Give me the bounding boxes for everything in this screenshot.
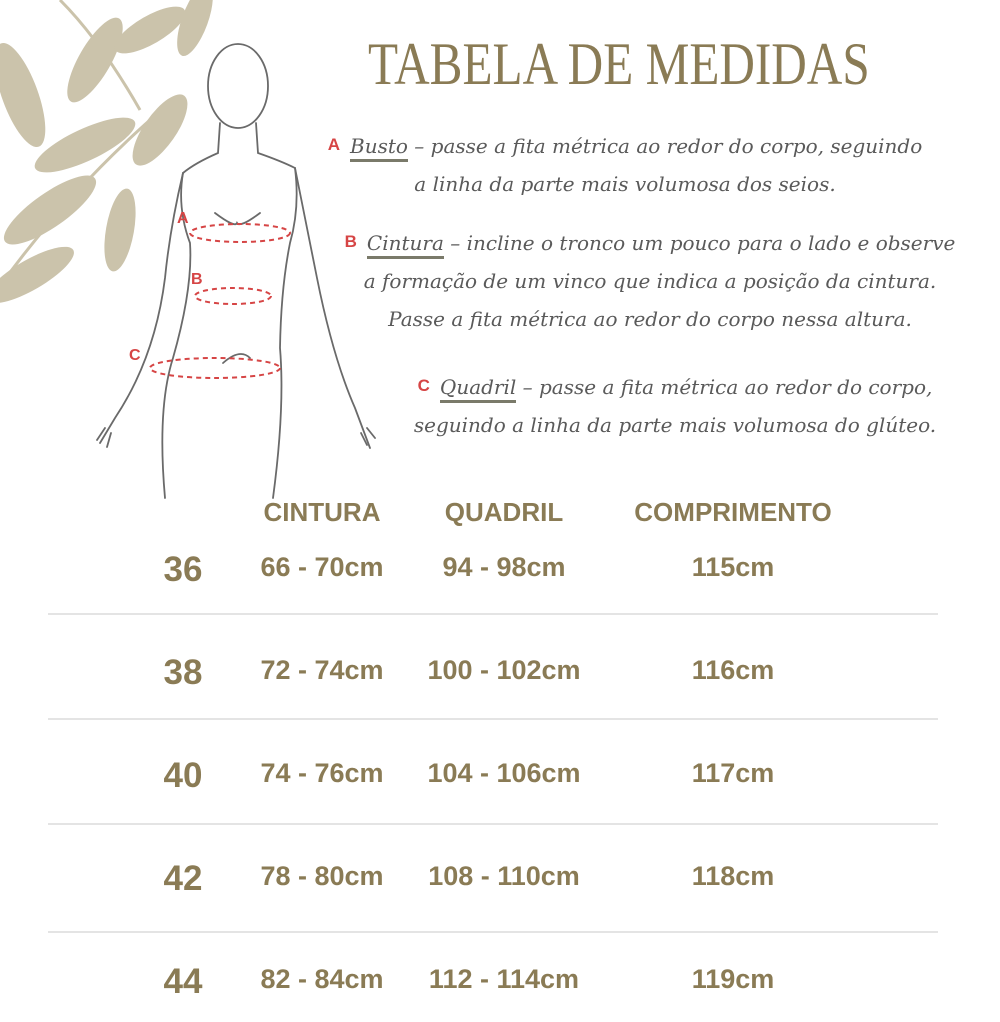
column-header-cintura: CINTURA: [263, 497, 381, 527]
table-row: [0, 653, 1000, 713]
quadril-cell: 104 - 106cm: [427, 758, 581, 788]
table-row: [0, 550, 1000, 610]
instruction-text: – incline o tronco um pouco para o lado e observe: [443, 231, 956, 255]
size-cell: 36: [163, 550, 203, 589]
quadril-cell: 100 - 102cm: [427, 655, 581, 685]
cintura-cell: 78 - 80cm: [260, 861, 384, 891]
instruction-text: a linha da parte mais volumosa dos seios.: [414, 172, 836, 196]
column-header-quadril: QUADRIL: [444, 497, 564, 527]
instruction-letter: B: [344, 232, 357, 251]
instruction-term: Quadril: [440, 375, 516, 403]
instruction-term: Busto: [350, 134, 408, 162]
comprimento-cell: 117cm: [691, 758, 775, 788]
comprimento-cell: 116cm: [691, 655, 775, 685]
quadril-cell: 94 - 98cm: [442, 552, 566, 582]
column-header-comprimento: COMPRIMENTO: [634, 497, 832, 527]
cintura-cell: 72 - 74cm: [260, 655, 384, 685]
instruction-text: Passe a fita métrica ao redor do corpo nessa altura.: [388, 307, 912, 331]
figure-label-a: A: [177, 210, 189, 227]
comprimento-cell: 118cm: [691, 861, 775, 891]
cintura-cell: 74 - 76cm: [260, 758, 384, 788]
page-title: TABELA DE MEDIDAS: [368, 31, 870, 97]
table-row: [0, 962, 1000, 1022]
instruction-text: a formação de um vinco que indica a posição da cintura.: [363, 269, 937, 293]
size-cell: 42: [163, 859, 203, 898]
instruction-letter: A: [327, 135, 341, 154]
cintura-cell: 82 - 84cm: [260, 964, 384, 994]
table-row: [0, 756, 1000, 816]
cintura-cell: 66 - 70cm: [260, 552, 384, 582]
size-cell: 44: [163, 962, 203, 1001]
comprimento-cell: 119cm: [691, 964, 775, 994]
quadril-cell: 108 - 110cm: [428, 861, 580, 891]
figure-label-b: B: [191, 271, 203, 288]
quadril-cell: 112 - 114cm: [428, 964, 580, 994]
instruction-quadril: [380, 367, 970, 444]
size-cell: 38: [163, 653, 203, 692]
comprimento-cell: 115cm: [691, 552, 775, 582]
instruction-text: – passe a fita métrica ao redor do corpo,: [516, 375, 933, 399]
row-divider: [48, 823, 938, 825]
size-cell: 40: [163, 756, 203, 795]
instruction-cintura: [330, 223, 970, 338]
instruction-text: seguindo a linha da parte mais volumosa do glúteo.: [413, 413, 937, 437]
instruction-text: – passe a fita métrica ao redor do corpo, seguindo: [407, 134, 923, 158]
row-divider: [48, 613, 938, 615]
instruction-busto: [310, 126, 940, 203]
figure-label-c: C: [129, 347, 141, 364]
row-divider: [48, 718, 938, 720]
table-row: [0, 859, 1000, 919]
row-divider: [48, 931, 938, 933]
instruction-term: Cintura: [367, 231, 444, 259]
instruction-letter: C: [417, 376, 430, 395]
